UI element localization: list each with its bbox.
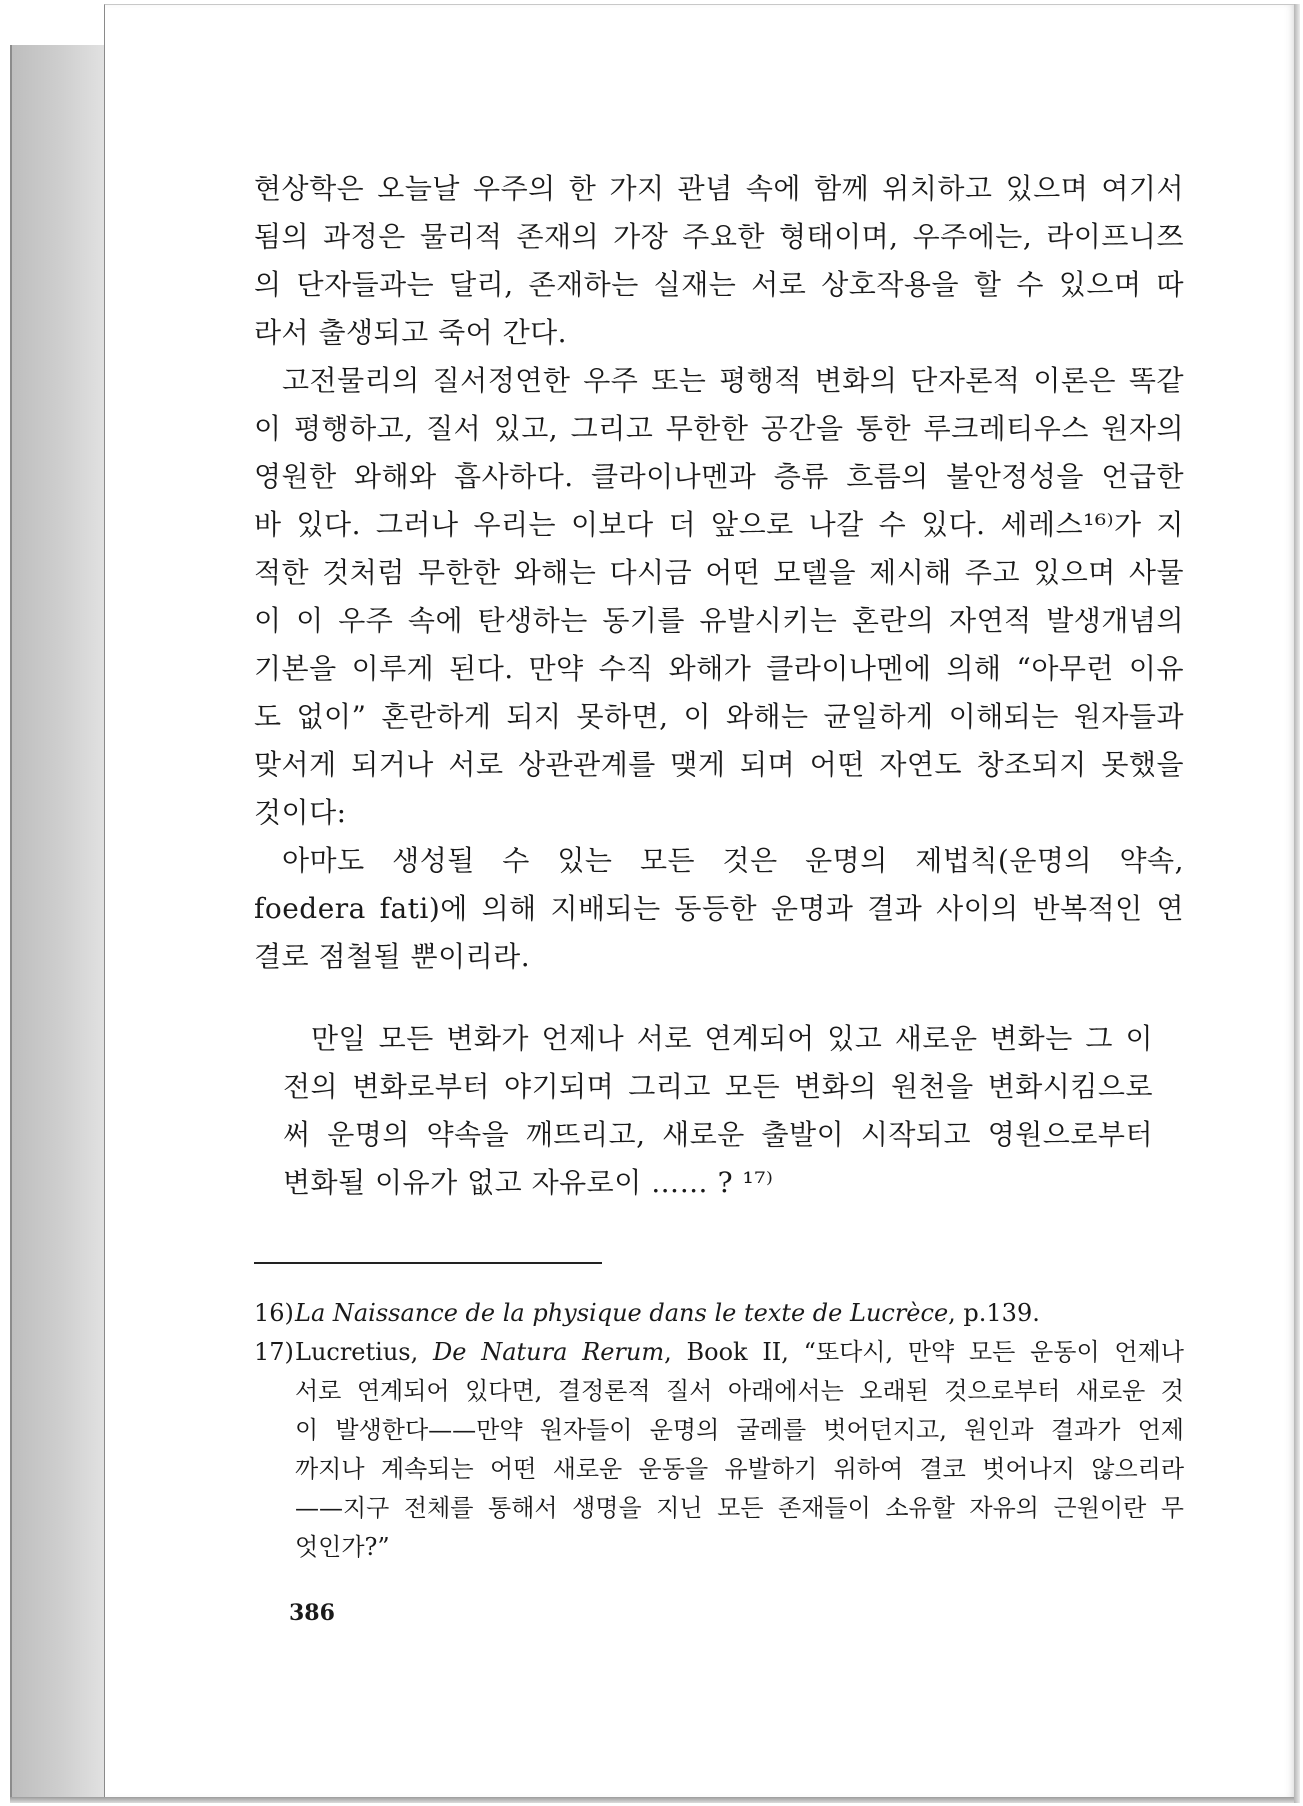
page-bottom-shadow [10,1797,1294,1803]
text-line: 의 단자들과는 달리, 존재하는 실재는 서로 상호작용을 할 수 있으며 따 [254,268,1184,301]
text-line: 맞서게 되거나 서로 상관관계를 맺게 되며 어떤 자연도 창조되지 못했을 [254,748,1184,781]
footnote-line: 까지나 계속되는 어떤 새로운 운동을 유발하기 위하여 결코 벗어나지 않으리라 [295,1455,1184,1483]
text-line: foedera fati)에 의해 지배되는 동등한 운명과 결과 사이의 반복적인 연 [254,892,1184,925]
main-text [254,165,1184,981]
text-line: 기본을 이루게 된다. 만약 수직 와해가 클라이나멘에 의해 “아무런 이유 [254,652,1184,685]
footnote-page: , p.139. [948,1299,1040,1327]
quote-line: 만일 모든 변화가 언제나 서로 연계되어 있고 새로운 변화는 그 이 [311,1022,1153,1055]
footnote-16 [254,1294,1184,1333]
footnote-line: 엇인가?” [295,1533,390,1561]
book-spine-edge [10,45,12,1797]
quote-line: 변화될 이유가 없고 자유로이 …… ? ¹⁷⁾ [283,1166,774,1199]
quote-line: 써 운명의 약속을 깨뜨리고, 새로운 출발이 시작되고 영원으로부터 [283,1118,1153,1151]
book-spine [10,45,107,1797]
text-line: 결로 점철될 뿐이리라. [254,940,531,973]
footnote-number: 17) [254,1338,294,1366]
text-line: 바 있다. 그러나 우리는 이보다 더 앞으로 나갈 수 있다. 세레스¹⁶⁾가 지 [254,508,1184,541]
text-line: 고전물리의 질서정연한 우주 또는 평행적 변화의 단자론적 이론은 똑같 [282,364,1184,397]
footnote-line: ——지구 전체를 통해서 생명을 지닌 모든 존재들이 소유할 자유의 근원이란 무 [295,1494,1184,1522]
footnote-line: 서로 연계되어 있다면, 결정론적 질서 아래에서는 오래된 것으로부터 새로운 것 [295,1377,1184,1405]
text-line: 아마도 생성될 수 있는 모든 것은 운명의 제법칙(운명의 약속, [282,844,1184,877]
text-line: 것이다: [254,796,347,829]
footnote-line: 이 발생한다——만약 원자들이 운명의 굴레를 벗어던지고, 원인과 결과가 언제 [295,1416,1184,1444]
text-line: 라서 출생되고 죽어 간다. [254,316,568,349]
block-quote [283,1015,1153,1207]
text-line: 이 이 우주 속에 탄생하는 동기를 유발시키는 혼란의 자연적 발생개념의 [254,604,1184,637]
footnote-rule [254,1262,602,1264]
quote-line: 전의 변화로부터 야기되며 그리고 모든 변화의 원천을 변화시킴으로 [283,1070,1153,1103]
text-line: 이 평행하고, 질서 있고, 그리고 무한한 공간을 통한 루크레티우스 원자의 [254,412,1184,445]
text-line: 적한 것처럼 무한한 와해는 다시금 어떤 모델을 제시해 주고 있으며 사물 [254,556,1184,589]
footnotes [254,1294,1184,1567]
text-line: 됨의 과정은 물리적 존재의 가장 주요한 형태이며, 우주에는, 라이프니쯔 [254,220,1184,253]
page-number: 386 [289,1600,335,1626]
text-line: 도 없이” 혼란하게 되지 못하면, 이 와해는 균일하게 이해되는 원자들과 [254,700,1184,733]
footnote-text: , Book II, “또다시, 만약 모든 운동이 언제나 [664,1338,1184,1366]
footnote-author: Lucretius, [295,1338,419,1366]
footnote-title: De Natura Rerum [433,1338,665,1366]
footnote-17 [254,1333,1184,1372]
footnote-title: La Naissance de la physique dans le texte de Lucrèce [295,1299,949,1327]
page-right-shadow [1294,4,1300,1803]
text-line: 현상학은 오늘날 우주의 한 가지 관념 속에 함께 위치하고 있으며 여기서 [254,172,1184,205]
text-line: 영원한 와해와 흡사하다. 클라이나멘과 층류 흐름의 불안정성을 언급한 [254,460,1184,493]
footnote-number: 16) [254,1299,294,1327]
